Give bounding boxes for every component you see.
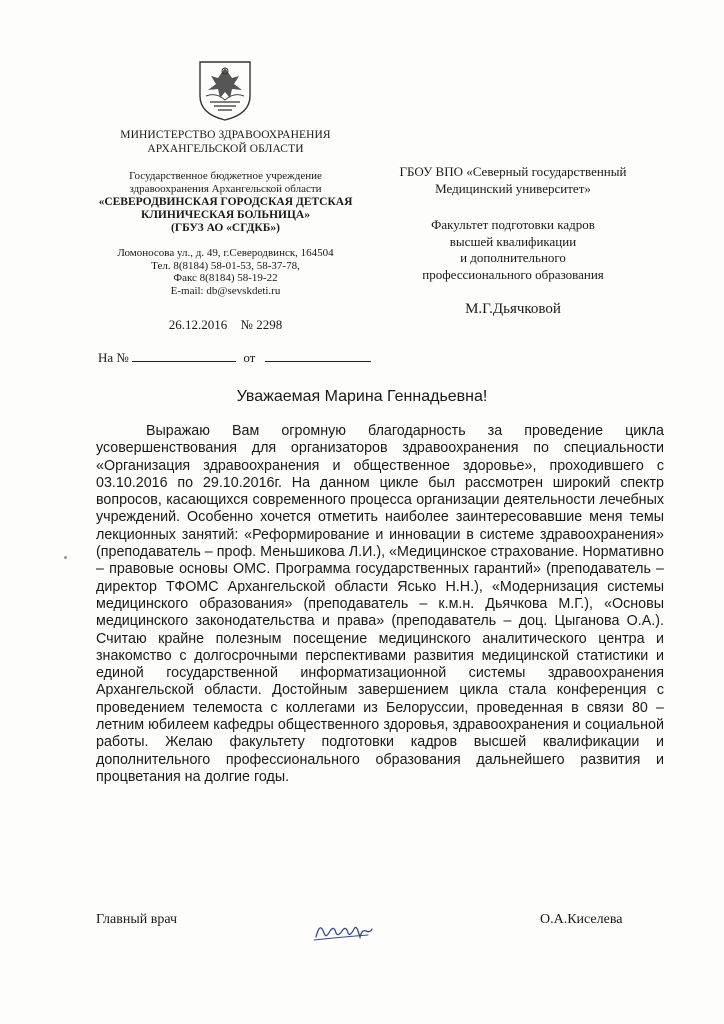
ministry-line: АРХАНГЕЛЬСКОЙ ОБЛАСТИ: [147, 143, 304, 155]
sender-letterhead: [88, 128, 363, 333]
faculty-line: высшей квалификации: [449, 233, 577, 249]
faculty-line: Факультет подготовки кадров: [431, 217, 595, 232]
handwritten-signature: [312, 915, 374, 943]
reference-line: [98, 349, 371, 366]
org-email: E-mail: db@sevskdeti.ru: [170, 284, 281, 297]
signatory-title: Главный врач: [96, 912, 178, 927]
org-name-line: «СЕВЕРОДВИНСКАЯ ГОРОДСКАЯ ДЕТСКАЯ: [98, 196, 353, 208]
reference-date-blank: [265, 349, 371, 362]
ministry-name: [88, 128, 363, 156]
letter-body: Выражаю Вам огромную благодарность за проведение цикла усовершенствования для организаторов здравоохранения по специальности «Организация здравоохранения и общественное здоровье», проходившего с 03.10.2016 по 29.10.2016г. На данном цикле был рассмотрен широкий спектр вопросов, касающихся современного процесса организации деятельности лечебных учреждений. Особенно хочется отметить наиболее заинтересовавшие меня темы лекционных занятий: «Реформирование и инновации в системе здравоохранения» (преподаватель – проф. Меньшикова Л.И.), «Медицинское страхование. Нормативно – правовые основы ОМС. Программа государственных гарантий» (преподаватель – директор ТФОМС Архангельской области Яськo Н.Н.), «Модернизация системы медицинского образования» (преподаватель – к.м.н. Дьячкова М.Г.), «Основы медицинского законодательства и права» (преподаватель – доц. Цыганова О.А.). Считаю крайне полезным посещение медицинского аналитического центра и знакомство с долгосрочными перспективами развития медицинской статистики и единой государственной информатизационной системы здравоохранения Архангельской области. Достойным завершением цикла стала конференция с проведением телемоста с коллегами из Белоруссии, проведенная в связи 80 –летним юбилеем кафедры общественного здоровья, здравоохранения и социальной работы. Желаю факультету подготовки кадров высшей квалификации и дополнительного профессионального образования дальнейшего развития и процветания на долгие годы.: [96, 423, 664, 785]
addressee-name: М.Г.Дьячковой: [465, 301, 561, 317]
reference-number-blank: [132, 349, 236, 362]
org-fax: Факс 8(8184) 58-19-22: [173, 272, 278, 284]
signatory-name: О.А.Киселева: [540, 912, 623, 927]
reference-date-label: от: [243, 350, 256, 365]
scan-dot-mark: [64, 556, 67, 559]
coat-of-arms-emblem: [196, 56, 254, 122]
faculty-line: и дополнительного: [460, 250, 566, 265]
org-description: [88, 170, 363, 196]
org-desc-line: здравоохранения Архангельской области: [129, 183, 322, 195]
org-desc-line: Государственное бюджетное учреждение: [129, 170, 322, 182]
recipient-line: ГБОУ ВПО «Северный государственный: [399, 164, 627, 179]
reference-number-label: На №: [98, 350, 129, 365]
greeting: Уважаемая Марина Геннадьевна!: [236, 388, 488, 405]
recipient-line: Медицинский университет»: [435, 180, 591, 196]
org-name-line: КЛИНИЧЕСКАЯ БОЛЬНИЦА»: [141, 209, 310, 221]
org-contacts: [88, 247, 363, 297]
org-name: [88, 196, 363, 235]
document-number-label: №: [240, 317, 253, 332]
ministry-line: МИНИСТЕРСТВО ЗДРАВООХРАНЕНИЯ: [120, 129, 331, 141]
recipient-faculty: [378, 217, 648, 283]
recipient-block: [378, 164, 648, 318]
org-address: Ломоносова ул., д. 49, г.Северодвинск, 164504: [117, 247, 334, 259]
faculty-line: профессионального образования: [422, 266, 604, 282]
document-date-number: [88, 317, 363, 333]
document-number: 2298: [256, 317, 283, 332]
org-phone: Тел. 8(8184) 58-01-53, 58-37-78,: [151, 259, 300, 272]
org-name-line: (ГБУЗ АО «СГДКБ»): [171, 222, 280, 234]
document-date: 26.12.2016: [168, 317, 228, 332]
